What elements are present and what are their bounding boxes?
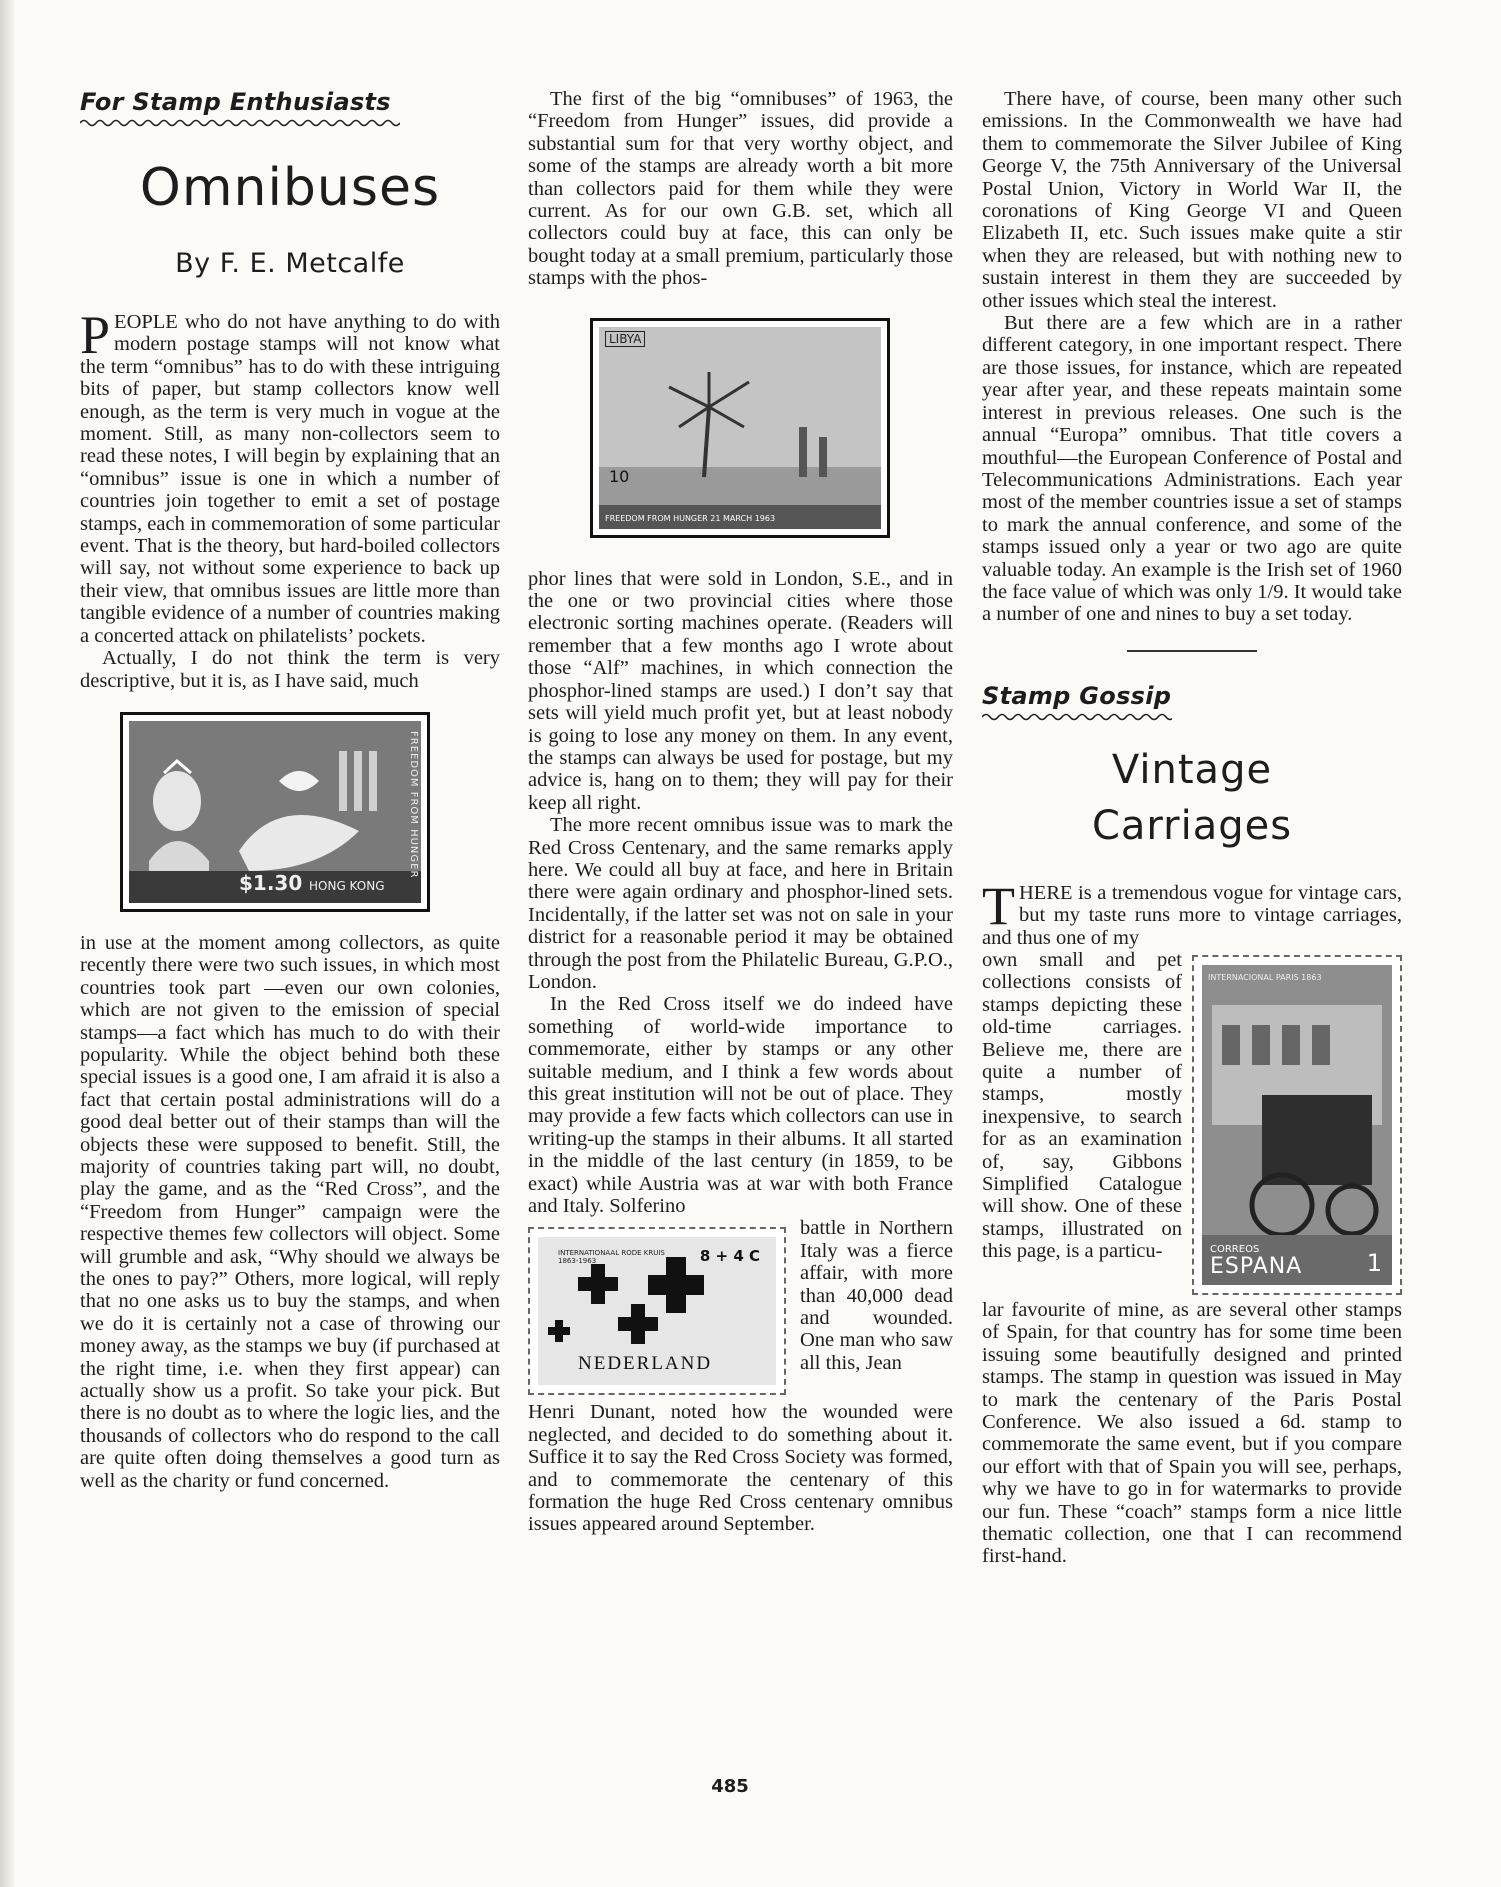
stamp-top-text: INTERNATIONAAL RODE KRUIS 1863-1963	[558, 1249, 665, 1266]
paragraph-2: Actually, I do not think the term is very descriptive, but it is, as I have said, much	[80, 647, 500, 692]
paragraph-intro	[80, 305, 500, 647]
kicker-stamp-enthusiasts: For Stamp Enthusiasts	[80, 88, 391, 116]
page-number: 485	[711, 1776, 749, 1797]
stagecoach-illustration	[1202, 965, 1392, 1285]
article-title	[982, 742, 1402, 854]
byline: By F. E. Metcalfe	[175, 248, 405, 279]
paragraph-1b: own small and pet collections consists of stamps depicting these old-time carriages. Believe me, there are quite a number of stamps, mostly inexpensive, to search for as an examination of, say, Gibbons Simplified Catalogue will show. One of these stamps, illustrated on this page, is a particu-	[982, 948, 1182, 1263]
stamp-top-text: INTERNACIONAL PARIS 1863	[1208, 972, 1322, 982]
drop-cap: P	[80, 305, 111, 365]
kicker-stamp-gossip: Stamp Gossip	[982, 681, 1172, 710]
stamp-country: LIBYA	[605, 331, 645, 347]
stamp-label: CORREOS	[1210, 1243, 1260, 1255]
stamp-value: 10	[609, 466, 630, 486]
stamp-value: 1	[1366, 1248, 1382, 1277]
paragraph-8: There have, of course, been many other such emissions. In the Commonwealth we have had them to commemorate the Silver Jubilee of King George V, the 75th Anniversary of the Universal Postal Union, Victory in World War II, the coronations of King George VI and Queen Elizabeth II, etc. Such issues make quite a stir when they are released, but with nothing new to sustain interest in them they are succeeded by other issues which steal the interest.	[982, 88, 1402, 312]
column-3	[982, 88, 1402, 1568]
title-line-1: Vintage	[1111, 746, 1273, 793]
palm-tree-illustration	[599, 327, 881, 529]
stamp-country: ESPANA	[1210, 1253, 1303, 1279]
paragraph-5: phor lines that were sold in London, S.E., and in the one or two provincial cities where those electronic sorting machines operate. (Readers will remember that a few months ago I wrote about those “Alf” machines, in which connection the phosphor-lined stamps are used.) I don’t say that sets will yield much profit yet, but at least nobody is going to lose any money on them. In any event, the stamps can always be used for postage, but my advice is, hang on to them; they will pay for their keep all right.	[528, 567, 953, 814]
article-title: Omnibuses	[139, 158, 441, 218]
page-edge	[0, 0, 14, 1887]
paragraph-1c: lar favourite of mine, as are several other stamps of Spain, for that country has for some time been issuing some beautifully designed and printed stamps. The stamp in question was issued in May to mark the centenary of the Paris Postal Conference. We also issued a 6d. stamp to commemorate the same event, but if you compare our effort with that of Spain you will see, perhaps, why we have to go in for watermarks to provide our fun. These “coach” stamps form a nice little thematic collection, one that I can recommend first-hand.	[982, 1298, 1402, 1568]
paragraph-6: The more recent omnibus issue was to mark the Red Cross Centenary, and the same remarks apply here. We could all buy at face, and here in Britain there were again ordinary and phosphor-lined sets. Incidentally, if the latter set was not on sale in your district for a reasonable period it may be obtained through the post from the Philatelic Bureau, G.P.O., London.	[528, 814, 953, 993]
stamp-side-text: FREEDOM FROM HUNGER	[408, 730, 419, 879]
netherlands-stamp	[528, 1227, 786, 1395]
paragraph-7c: Henri Dunant, noted how the wounded were neglected, and decided to do something about it. Suffice it to say the Red Cross Society was formed, and to commemorate the centenary of this formation the huge Red Cross centenary omnibus issues appeared around September.	[528, 1401, 953, 1536]
stamp-bottom-text: FREEDOM FROM HUNGER 21 MARCH 1963	[605, 513, 776, 523]
drop-cap: T	[982, 875, 1015, 936]
paragraph-9: But there are a few which are in a rather different category, in one important respect. There are those issues, for instance, which are repeated year after year, and these repeats maintain some interest in previous releases. One such is the annual “Europa” omnibus. That title covers a mouthful—the European Conference of Postal and Telecommunications Administrations. Each year most of the member countries issue a set of stamps to mark the annual conference, and some of the stamps issued only a year or two ago are quite valuable today. An example is the Irish set of 1960 the face value of which was only 1/9. It would take a number of one and nines to buy a set today.	[982, 312, 1402, 626]
paragraph-7: In the Red Cross itself we do indeed have something of world-wide importance to commemorate, either by stamps or any other suitable medium, and I think a few words about this great institution will not be out of place. They may provide a few facts which collectors can use in writing-up the stamps in their albums. It all started in the middle of the last century (in 1859, to be exact) while Austria was at war with both France and Italy. Solferino	[528, 993, 953, 1218]
hong-kong-stamp	[120, 712, 430, 912]
paragraph-4: The first of the big “omnibuses” of 1963, the “Freedom from Hunger” issues, did provide a substantial sum for that very worthy object, and some of the stamps are already worth a bit more than collectors paid for them while they were current. As for our own G.B. set, which all collectors could buy at face, this can only be bought today at a small premium, particularly those stamps with the phos-	[528, 88, 953, 290]
paragraph-intro-text: HERE is a tremendous vogue for vintage cars, but my taste runs more to vintage carriages, and thus one of my	[982, 881, 1402, 949]
stamp-country: NEDERLAND	[578, 1353, 713, 1375]
paragraph-intro-text: EOPLE who do not have anything to do with modern postage stamps will not know what the term “omnibus” has to do with these intriguing bits of paper, but stamp collectors know well enough, as the term is very much in vogue at the moment. Still, as many non-collectors seem to read these notes, I will begin by explaining that an “omnibus” issue is one in which a number of countries join together to emit a set of postage stamps, each in commemoration of some particular event. That is the theory, but hard-boiled collectors will say, not without some experience to back up their view, that omnibus issues are little more than tangible evidence of a number of countries making a concerted attack on philatelists’ pockets.	[80, 311, 500, 647]
column-2	[528, 88, 953, 1536]
title-line-2: Carriages	[1091, 802, 1293, 849]
paragraph-7b: battle in Northern Italy was a fierce affair, with more than 40,000 dead and wounded. One man who saw all this, Jean	[800, 1217, 953, 1374]
wavy-underline	[982, 712, 1172, 722]
section-divider	[1127, 650, 1257, 652]
stamp-value: 8 + 4 C	[699, 1247, 760, 1266]
paragraph-intro	[982, 875, 1402, 949]
libya-stamp	[590, 318, 890, 538]
red-cross-wrap	[528, 1217, 953, 1401]
stamp-value: $1.30	[239, 870, 303, 895]
paragraph-3: in use at the moment among collectors, as quite recently there were two such issues, in which most countries took part —even our own colonies, which are not given to the emission of special stamps—a fact which has much to do with their popularity. While the object behind both these special issues is a good one, I am afraid it is also a fact that certain postal administrations will do a good deal better out of their stamps than will the objects these were supposed to benefit. Still, the majority of countries taking part will, no doubt, play the game, and as the “Red Cross”, and the “Freedom from Hunger” campaign were the respective themes few collectors will object. Some will grumble and ask, “Why should we always be the ones to pay?” Others, more logical, will reply that no one asks us to buy the stamps, and when we do it is certainly not a case of throwing our money away, as the stamps we buy (if purchased at the right time, i.e. when they first appear) can actually show us a profit. So take your pick. But there is no doubt as to where the logic lies, and the thousands of collectors who do respond to the call are quite often doing themselves a good turn as well as the charity or fund concerned.	[80, 931, 500, 1492]
column-1	[80, 88, 500, 1492]
stamp-country: HONG KONG	[309, 878, 385, 893]
spain-stamp	[1192, 955, 1402, 1295]
spain-wrap	[982, 949, 1402, 1299]
wavy-underline	[80, 118, 400, 128]
